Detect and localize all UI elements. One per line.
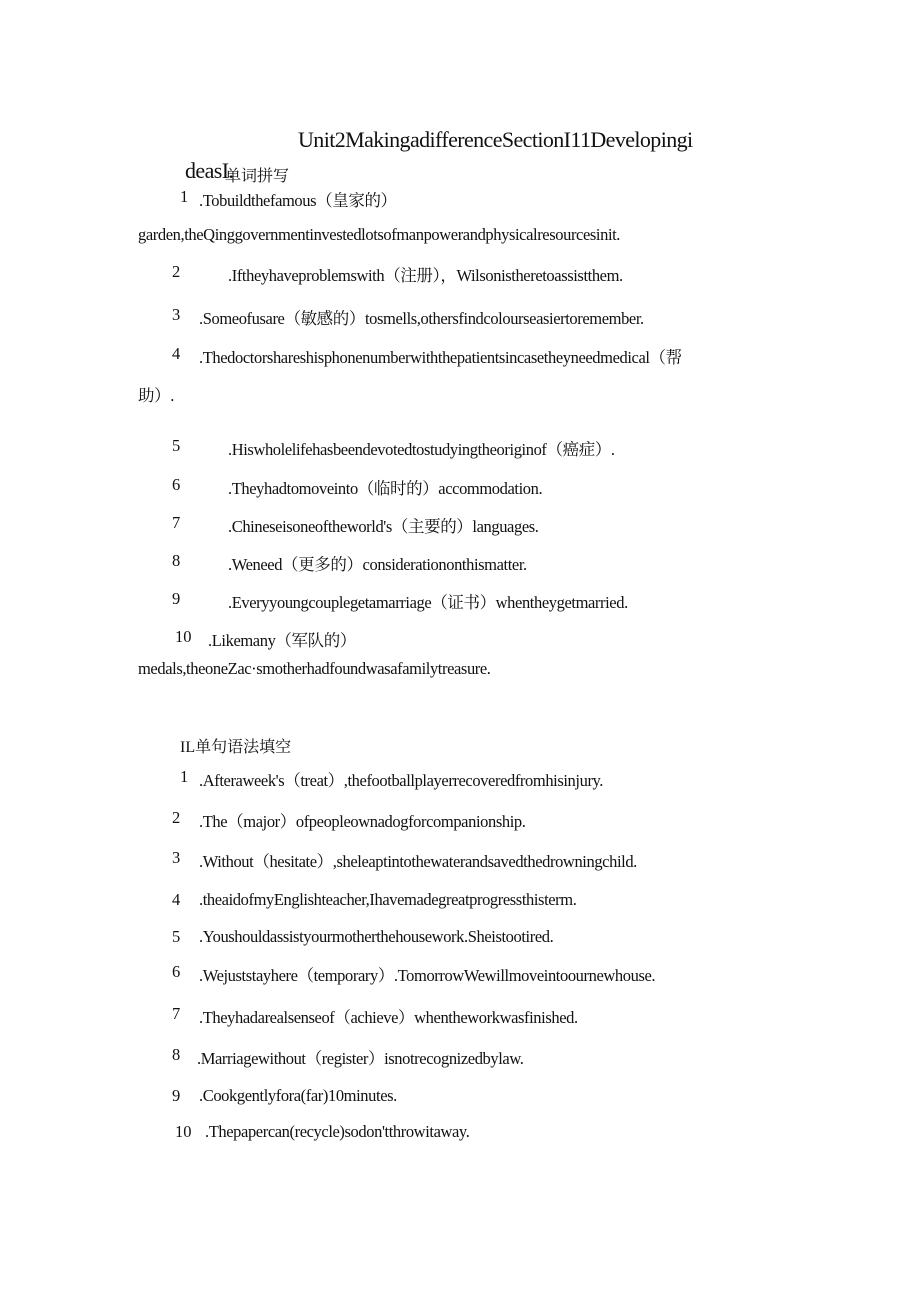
s1-item-7-text: .Chineseisoneoftheworld's（主要的）languages. [228, 517, 539, 536]
s2-item-2-text: .The（major）ofpeopleownadogforcompanionship. [199, 812, 526, 831]
s1-item-1-text: .Tobuildthefamous（皇家的） [199, 191, 397, 210]
s2-item-7-text: .Theyhadarealsenseof（achieve）whentheworkwasfinished. [199, 1008, 578, 1027]
section-1-heading: 单词拼写 [225, 168, 290, 185]
s1-item-7-number: 7 [172, 513, 181, 532]
s2-item-7-number: 7 [172, 1004, 181, 1023]
s2-item-5-text: .Youshouldassistyourmotherthehousework.Sheistootired. [199, 927, 554, 946]
document-title-continuation: deasI. [185, 158, 234, 183]
s1-item-4-text: .Thedoctorshareshisphonenumberwiththepatientsincasetheyneedmedical（帮 [199, 348, 682, 367]
s1-item-1-continuation: garden,theQinggovernmentinvestedlotsofmanpowerandphysicalresourcesinit. [138, 225, 621, 244]
s2-item-8-text: .Marriagewithout（register）isnotrecognizedbylaw. [197, 1049, 524, 1068]
s2-item-5-number: 5 [172, 927, 181, 946]
s1-item-2-text: .Iftheyhaveproblemswith（注册），Wilsonistheretoassistthem. [228, 266, 623, 285]
s1-item-3-text: .Someofusare（敏感的）tosmells,othersfindcolourseasiertoremember. [199, 309, 644, 328]
s1-item-3-number: 3 [172, 305, 181, 324]
s2-item-8-number: 8 [172, 1045, 181, 1064]
s1-item-6-text: .Theyhadtomoveinto（临时的）accommodation. [228, 479, 543, 498]
section-2-heading: IL单句语法填空 [180, 739, 292, 756]
s1-item-4-continuation: 助）. [138, 386, 174, 405]
s1-item-2-number: 2 [172, 262, 181, 281]
s2-item-1-text: .Afteraweek's（treat）,thefootballplayerrecoveredfromhisinjury. [199, 771, 604, 790]
s2-item-10-number: 10 [175, 1122, 192, 1141]
s1-item-10-continuation: medals,theoneZac·smotherhadfoundwasafamilytreasure. [138, 659, 491, 678]
s2-item-9-text: .Cookgentlyfora(far)10minutes. [199, 1086, 397, 1105]
document-title: Unit2MakingadifferenceSectionI11Developingi [298, 127, 693, 152]
s1-item-9-text: .Everyyoungcouplegetamarriage（证书）whentheygetmarried. [228, 593, 628, 612]
s2-item-4-text: .theaidofmyEnglishteacher,Ihavemadegreatprogressthisterm. [199, 890, 577, 909]
s2-item-10-text: .Thepapercan(recycle)sodon'tthrowitaway. [205, 1122, 470, 1141]
s2-item-1-number: 1 [180, 767, 189, 786]
s2-item-6-text: .Wejuststayhere（temporary）.TomorrowWewillmoveintoournewhouse. [199, 966, 656, 985]
s1-item-10-text: .Likemany（军队的） [208, 631, 356, 650]
s2-item-6-number: 6 [172, 962, 181, 981]
s1-item-8-text: .Weneed（更多的）considerationonthismatter. [228, 555, 527, 574]
s1-item-5-number: 5 [172, 436, 181, 455]
s1-item-1-number: 1 [180, 187, 189, 206]
s1-item-4-number: 4 [172, 344, 181, 363]
s2-item-4-number: 4 [172, 890, 181, 909]
s2-item-3-text: .Without（hesitate）,sheleaptintothewaterandsavedthedrowningchild. [199, 852, 637, 871]
s1-item-10-number: 10 [175, 627, 192, 646]
s2-item-3-number: 3 [172, 848, 181, 867]
s1-item-8-number: 8 [172, 551, 181, 570]
s2-item-2-number: 2 [172, 808, 181, 827]
s1-item-6-number: 6 [172, 475, 181, 494]
s1-item-5-text: .Hiswholelifehasbeendevotedtostudyingtheoriginof（癌症）. [228, 440, 615, 459]
s1-item-9-number: 9 [172, 589, 181, 608]
s2-item-9-number: 9 [172, 1086, 181, 1105]
